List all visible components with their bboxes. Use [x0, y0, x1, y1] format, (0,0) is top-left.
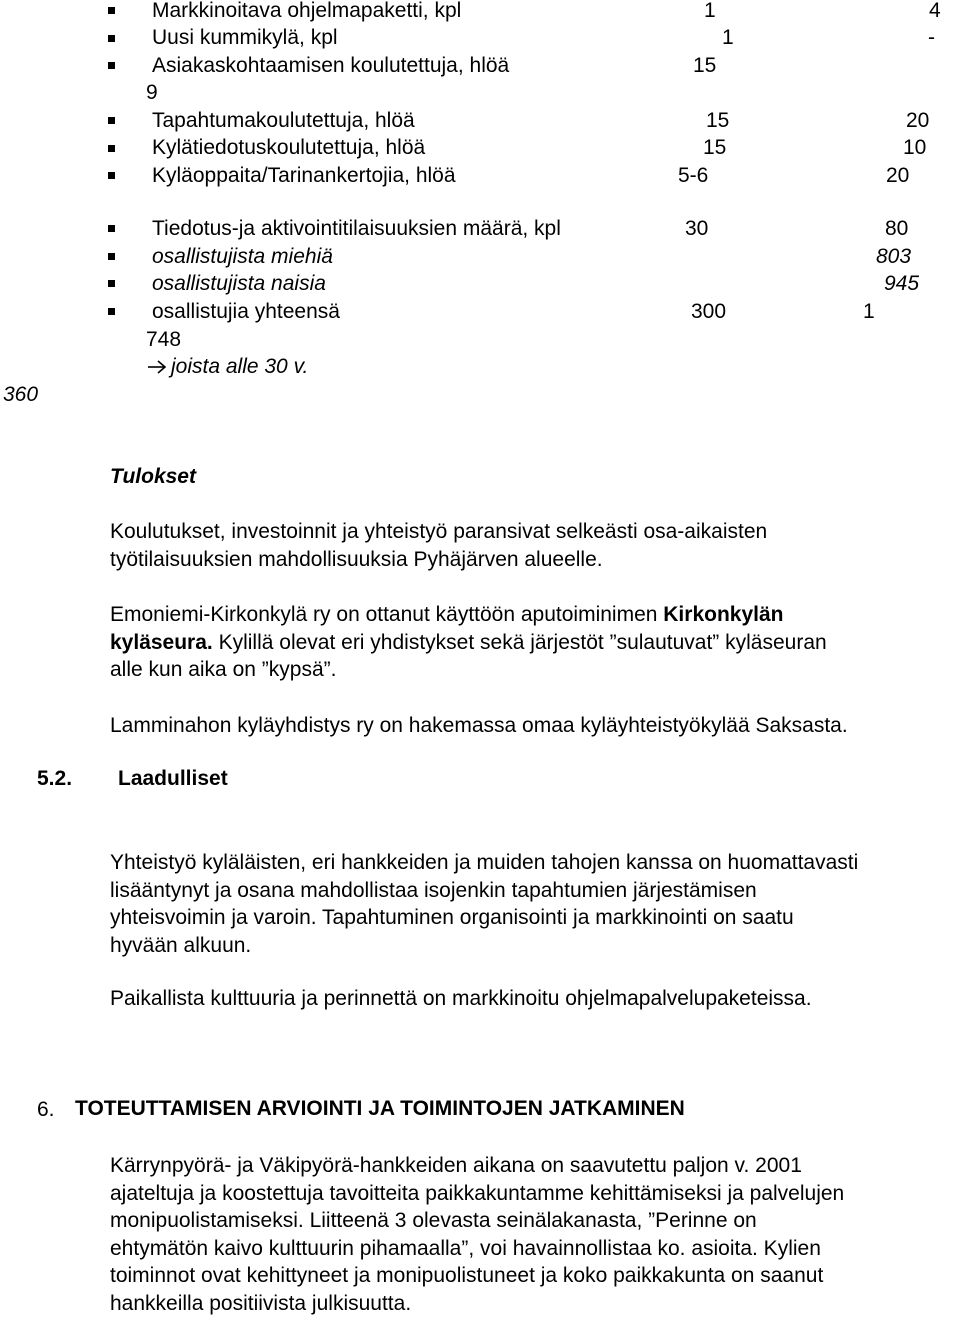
text-line: Lamminahon kyläyhdistys ry on hakemassa omaa kyläyhteistyökylää Saksasta. [110, 714, 848, 737]
list-item-value: 80 [885, 217, 909, 240]
text-line: työtilaisuuksien mahdollisuuksia Pyhäjärven alueelle. [110, 547, 603, 571]
list-item-label: Asiakaskohtaamisen koulutettuja, hlöä [152, 54, 510, 77]
bullet-icon [108, 62, 115, 69]
text-line [110, 629, 827, 657]
paragraph [110, 849, 858, 959]
list-item-value: 945 [884, 272, 920, 295]
arrow-right-icon [147, 359, 167, 375]
text-line: Kärrynpyörä- ja Väkipyörä-hankkeiden aikana on saavutettu paljon v. 2001 [110, 1154, 802, 1177]
list-item-value: 15 [703, 136, 727, 159]
list-item-value: 1 [863, 300, 875, 323]
list-item-value: 5-6 [678, 164, 709, 187]
text-line: alle kun aika on ”kypsä”. [110, 658, 337, 682]
bullet-icon [108, 280, 115, 287]
paragraph [110, 1152, 844, 1318]
text-line: Paikallista kulttuuria ja perinnettä on markkinoitu ohjelmapalvelupaketeissa. [110, 987, 812, 1010]
text-line: Koulutukset, investoinnit ja yhteistyö paransivat selkeästi osa-aikaisten [110, 520, 768, 543]
list-item-label: Markkinoitava ohjelmapaketti, kpl [152, 0, 462, 22]
bullet-icon [108, 225, 115, 232]
list-item-label: osallistujista naisia [152, 272, 326, 295]
section-number: 6. [37, 1098, 55, 1121]
organisation-name: Kirkonkylän [663, 603, 784, 626]
bullet-icon [108, 308, 115, 315]
list-item-label: Tapahtumakoulutettuja, hlöä [152, 109, 415, 132]
bullet-icon [108, 172, 115, 179]
organisation-name: kyläseura. [110, 630, 213, 654]
list-item-value: 30 [685, 217, 709, 240]
text-span: Kylillä olevat eri yhdistykset sekä järjestöt ”sulautuvat” kyläseuran [212, 630, 827, 654]
list-item-value: 360 [3, 383, 39, 406]
list-item-value: 4 [929, 0, 941, 22]
list-item-value: 15 [693, 54, 717, 77]
bullet-icon [108, 7, 115, 14]
list-item-value: 748 [146, 328, 182, 351]
text-span: Emoniemi-Kirkonkylä ry on ottanut käyttöön aputoiminimen [110, 603, 664, 626]
list-item-value: 20 [886, 164, 910, 187]
text-line: yhteisvoimin ja varoin. Tapahtuminen organisointi ja markkinointi on saatu [110, 906, 794, 930]
text-line: monipuolistamiseksi. Liitteenä 3 olevasta seinälakanasta, ”Perinne on [110, 1209, 757, 1233]
text-line: toiminnot ovat kehittyneet ja monipuolistuneet ja koko paikkakunta on saanut [110, 1264, 824, 1288]
list-item-label: Uusi kummikylä, kpl [152, 26, 338, 49]
text-line [110, 601, 827, 629]
text-line: ehtymätön kaivo kulttuurin pihamaalla”, voi havainnollistaa ko. asioita. Kylien [110, 1236, 821, 1260]
paragraph [110, 712, 848, 740]
paragraph [110, 518, 767, 573]
list-item-label: joista alle 30 v. [171, 355, 309, 378]
list-item-value: 15 [706, 109, 730, 132]
list-item-value: 10 [903, 136, 927, 159]
text-line: Yhteistyö kyläläisten, eri hankkeiden ja muiden tahojen kanssa on huomattavasti [110, 851, 859, 874]
list-item-value: 300 [691, 300, 727, 323]
bullet-icon [108, 145, 115, 152]
bullet-icon [108, 117, 115, 124]
paragraph [110, 601, 827, 684]
list-item-label: osallistujia yhteensä [152, 300, 340, 323]
list-item-value: 9 [146, 81, 158, 104]
bullet-icon [108, 35, 115, 42]
text-line: hyvään alkuun. [110, 933, 252, 957]
list-item-label: Tiedotus-ja aktivointitilaisuuksien määrä, kpl [152, 217, 561, 240]
bullet-icon [108, 253, 115, 260]
text-line: lisääntynyt ja osana mahdollistaa isojenkin tapahtumien järjestämisen [110, 878, 757, 902]
text-line: ajateltuja ja koostettuja tavoitteita paikkakuntamme kehittämiseksi ja palvelujen [110, 1181, 845, 1205]
list-item-label: Kyläoppaita/Tarinankertojia, hlöä [152, 164, 456, 187]
list-item-value: 1 [704, 0, 716, 22]
section-heading: Tulokset [110, 465, 196, 488]
list-item-value: 1 [722, 26, 734, 49]
paragraph [110, 985, 812, 1013]
section-title: Laadulliset [118, 767, 228, 790]
list-item-value: 20 [906, 109, 930, 132]
list-item-label: Kylätiedotuskoulutettuja, hlöä [152, 136, 426, 159]
text-line: hankkeilla positiivista julkisuutta. [110, 1291, 412, 1315]
section-title: TOTEUTTAMISEN ARVIOINTI JA TOIMINTOJEN JATKAMINEN [75, 1097, 685, 1120]
list-item-value: - [928, 26, 935, 49]
list-item-label: osallistujista miehiä [152, 245, 333, 268]
section-number: 5.2. [37, 767, 73, 790]
list-item-value: 803 [876, 245, 912, 268]
